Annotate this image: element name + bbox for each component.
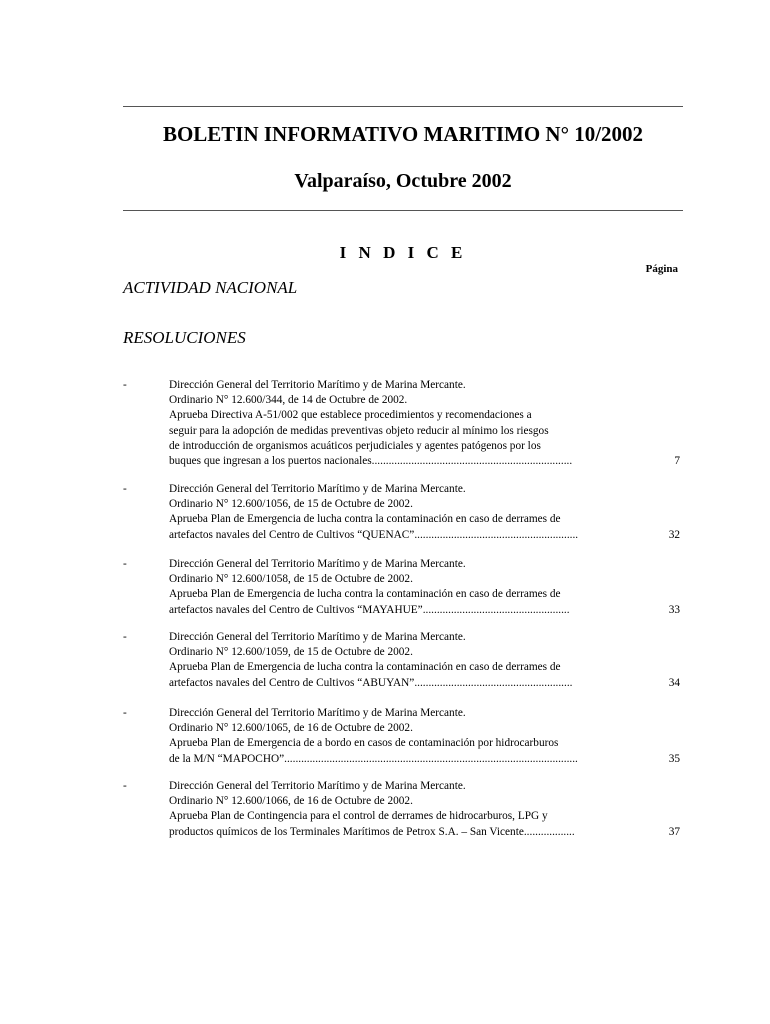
entry-page-number: 7: [674, 455, 680, 467]
entry-line: buques que ingresan a los puertos nacionales.......................................................................: [169, 455, 573, 468]
entry-line: Ordinario N° 12.600/1066, de 16 de Octubre de 2002.: [169, 795, 413, 808]
entry-line: Ordinario N° 12.600/1058, de 15 de Octubre de 2002.: [169, 573, 413, 586]
entry-line: productos químicos de los Terminales Marítimos de Petrox S.A. – San Vicente..................: [169, 825, 575, 838]
entry-line: Aprueba Plan de Emergencia de a bordo en casos de contaminación por hidrocarburos: [169, 737, 559, 750]
page-column-label: Página: [645, 263, 678, 275]
entry-line: Aprueba Directiva A-51/002 que establece procedimientos y recomendaciones a: [169, 409, 532, 422]
entry-line: Ordinario N° 12.600/1056, de 15 de Octubre de 2002.: [169, 498, 413, 511]
entry-line: Dirección General del Territorio Marítimo y de Marina Mercante.: [169, 483, 466, 495]
entry-line: Dirección General del Territorio Marítimo y de Marina Mercante.: [169, 379, 466, 391]
entry-line: Aprueba Plan de Contingencia para el control de derrames de hidrocarburos, LPG y: [169, 810, 548, 823]
entry-line: Aprueba Plan de Emergencia de lucha contra la contaminación en caso de derrames de: [169, 588, 561, 601]
entry-text: [169, 779, 633, 840]
entry-bullet: -: [123, 631, 127, 643]
entry-bullet: -: [123, 780, 127, 792]
entry-page-number: 35: [668, 752, 680, 765]
section-heading: ACTIVIDAD NACIONAL: [123, 278, 298, 297]
entry-line: artefactos navales del Centro de Cultivos “ABUYAN”........................................................: [169, 676, 573, 689]
entry-page-number: 32: [668, 528, 680, 541]
entry-bullet: -: [123, 558, 127, 570]
entry-bullet: -: [123, 707, 127, 719]
entry-line: Ordinario N° 12.600/1059, de 15 de Octubre de 2002.: [169, 646, 413, 659]
entry-line: Dirección General del Territorio Marítimo y de Marina Mercante.: [169, 780, 466, 792]
index-heading: I N D I C E: [339, 243, 467, 262]
entry-bullet: -: [123, 483, 127, 495]
entry-line: Ordinario N° 12.600/1065, de 16 de Octubre de 2002.: [169, 722, 413, 735]
entry-bullet: -: [123, 379, 127, 391]
entry-page-number: 33: [668, 603, 680, 616]
entry-line: Dirección General del Territorio Marítimo y de Marina Mercante.: [169, 707, 466, 719]
document-subtitle: Valparaíso, Octubre 2002: [294, 170, 512, 192]
entry-line: seguir para la adopción de medidas preventivas objeto reducir al mínimo los riesgos: [169, 424, 549, 437]
entry-text: [169, 706, 633, 767]
document-title: BOLETIN INFORMATIVO MARITIMO N° 10/2002: [162, 122, 644, 146]
entry-line: Dirección General del Territorio Marítimo y de Marina Mercante.: [169, 558, 466, 570]
entry-text: [169, 557, 633, 618]
entry-page-number: 34: [668, 676, 680, 689]
entry-line: Aprueba Plan de Emergencia de lucha contra la contaminación en caso de derrames de: [169, 513, 561, 526]
entry-line: de la M/N “MAPOCHO”........................................................................................................: [169, 752, 578, 765]
entry-line: artefactos navales del Centro de Cultivos “MAYAHUE”....................................................: [169, 603, 570, 616]
top-rule: [123, 106, 683, 107]
entry-page-number: 37: [668, 825, 680, 838]
entry-line: artefactos navales del Centro de Cultivos “QUENAC”..........................................................: [169, 528, 579, 541]
entry-line: Ordinario N° 12.600/344, de 14 de Octubre de 2002.: [169, 394, 408, 407]
entry-text: [169, 630, 633, 691]
entry-text: [169, 482, 633, 543]
entry-line: Dirección General del Territorio Marítimo y de Marina Mercante.: [169, 631, 466, 643]
entry-line: Aprueba Plan de Emergencia de lucha contra la contaminación en caso de derrames de: [169, 661, 561, 674]
bottom-rule: [123, 210, 683, 211]
subsection-heading: RESOLUCIONES: [123, 328, 246, 347]
entry-line: de introducción de organismos acuáticos perjudiciales y agentes patógenos por los: [169, 439, 541, 452]
entry-text: [169, 378, 633, 469]
